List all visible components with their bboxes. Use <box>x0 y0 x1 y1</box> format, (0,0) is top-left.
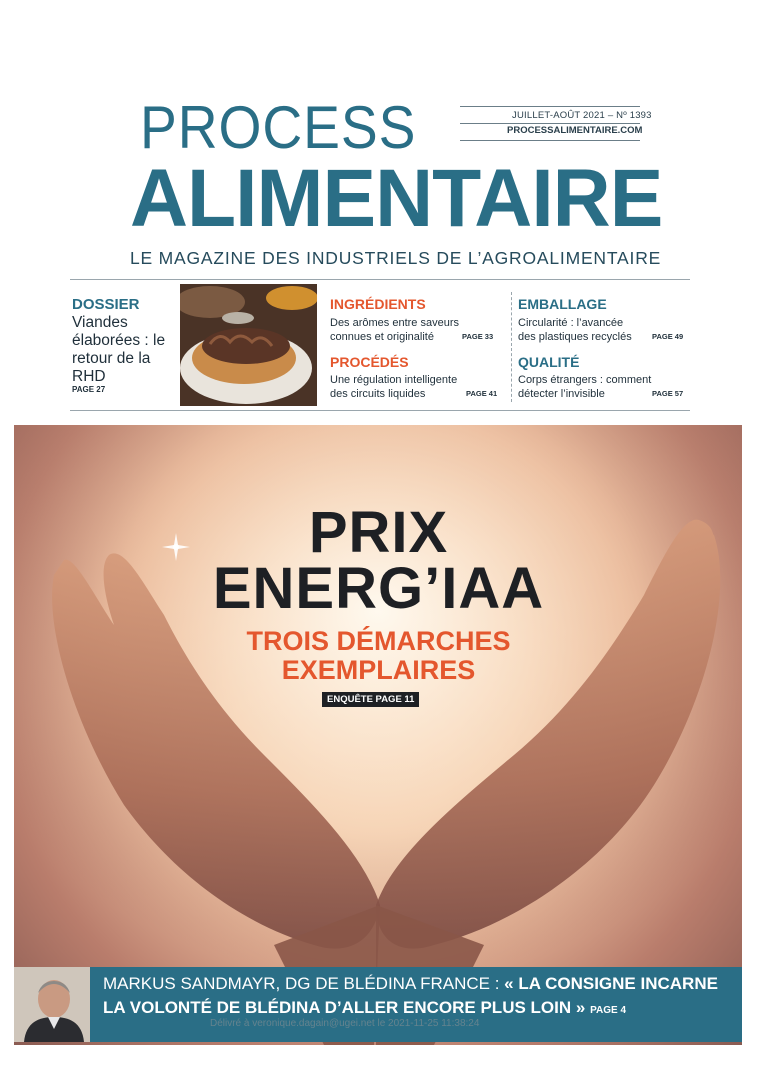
dossier-headline[interactable]: Viandes élaborées : le retour de la RHD <box>72 314 166 385</box>
issue-rule-bottom <box>460 140 640 141</box>
dossier-page: PAGE 27 <box>72 385 106 394</box>
section-emballage-label: EMBALLAGE <box>518 296 607 312</box>
issue-date: JUILLET-AOÛT 2021 – Nº 1393 <box>512 110 652 121</box>
section-emballage-line2[interactable]: des plastiques recyclés <box>518 331 632 343</box>
section-qualite-line2[interactable]: détecter l’invisible <box>518 388 605 400</box>
column-separator <box>511 292 512 402</box>
hero-subtitle-line2: EXEMPLAIRES <box>281 655 476 685</box>
section-ingredients-line1[interactable]: Des arômes entre saveurs <box>330 317 459 329</box>
section-emballage-line1[interactable]: Circularité : l’avancée <box>518 317 624 329</box>
interviewee-photo <box>14 967 90 1042</box>
section-procedes-line2[interactable]: des circuits liquides <box>330 388 426 400</box>
masthead-tagline: LE MAGAZINE DES INDUSTRIELS DE L’AGROALIMENTAIRE <box>130 248 662 268</box>
section-ingredients-page: PAGE 33 <box>462 332 494 341</box>
delivery-watermark: Délivré à veronique.dagain@ugei.net le 2021-11-25 11:38:24 <box>210 1018 480 1029</box>
section-ingredients-line2[interactable]: connues et originalité <box>330 331 434 343</box>
banner-page: PAGE 4 <box>590 1005 626 1016</box>
issue-rule-top <box>460 106 640 107</box>
section-procedes-page: PAGE 41 <box>466 389 498 398</box>
masthead-title-top: PROCESS <box>140 94 417 161</box>
hero-title-line2: ENERG’IAA <box>212 556 545 621</box>
banner-quote-end: LA VOLONTÉ DE BLÉDINA D’ALLER ENCORE PLUS LOIN » <box>103 998 586 1017</box>
hero-subtitle-line1: TROIS DÉMARCHES <box>246 626 511 656</box>
section-procedes-label: PROCÉDÉS <box>330 354 409 370</box>
banner-speaker: MARKUS SANDMAYR, DG DE BLÉDINA FRANCE : <box>103 974 500 993</box>
section-procedes-line1[interactable]: Une régulation intelligente <box>330 374 458 386</box>
banner-line2 <box>103 998 626 1018</box>
banner-line1 <box>103 974 718 994</box>
hero-page-badge[interactable]: ENQUÊTE PAGE 11 <box>322 692 419 707</box>
masthead-title-main: ALIMENTAIRE <box>130 153 663 244</box>
section-emballage-page: PAGE 49 <box>652 332 684 341</box>
section-qualite-line1[interactable]: Corps étrangers : comment <box>518 374 652 386</box>
dossier-food-photo <box>180 284 317 406</box>
section-ingredients-label: INGRÉDIENTS <box>330 296 426 312</box>
divider-top <box>70 279 690 280</box>
issue-rule-mid <box>460 123 640 124</box>
section-qualite-page: PAGE 57 <box>652 389 684 398</box>
dossier-label: DOSSIER <box>72 296 140 313</box>
section-qualite-label: QUALITÉ <box>518 354 580 370</box>
banner-quote-start: « LA CONSIGNE INCARNE <box>504 974 718 993</box>
hero-title-line1: PRIX <box>308 500 449 565</box>
divider-bottom <box>70 410 690 411</box>
website-link[interactable]: PROCESSALIMENTAIRE.COM <box>507 125 643 136</box>
